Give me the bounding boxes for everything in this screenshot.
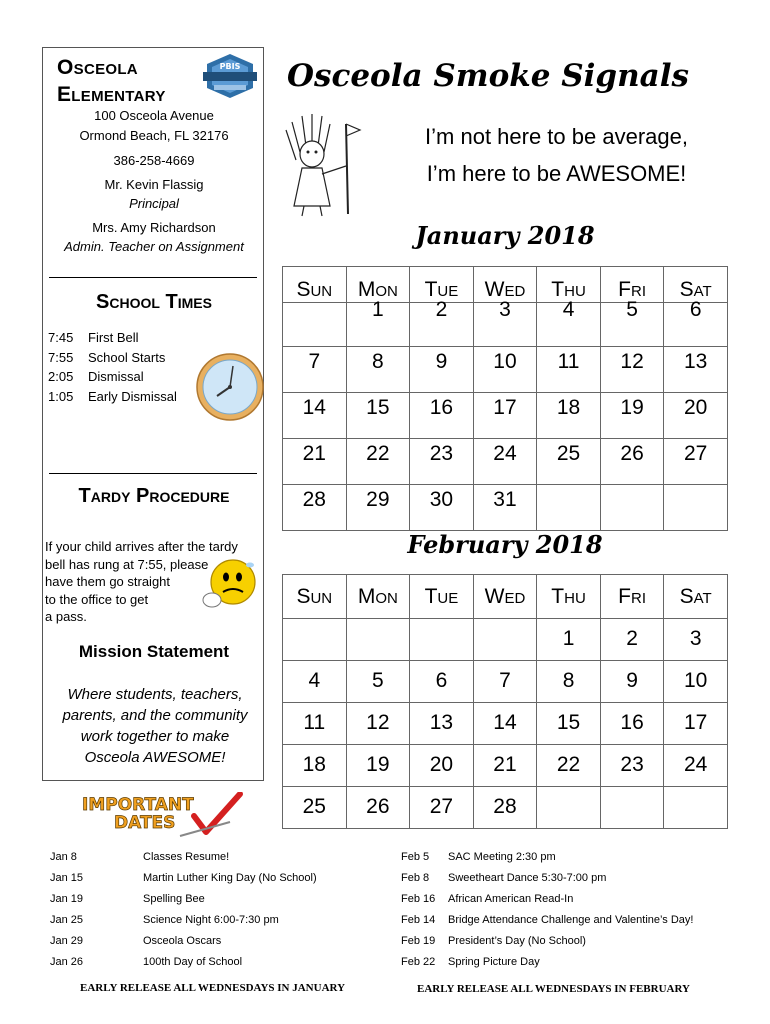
february-calendar xyxy=(282,574,728,829)
calendar-day-cell: 19 xyxy=(600,393,664,439)
calendar-day-cell: 4 xyxy=(283,661,347,703)
event-date: Feb 22 xyxy=(401,956,436,968)
calendar-day-cell: 25 xyxy=(537,439,601,485)
calendar-day-cell xyxy=(283,619,347,661)
weekday-sat: Sat xyxy=(664,267,728,303)
newsletter-title: Osceola Smoke Signals xyxy=(287,58,689,94)
tardy-procedure-heading: Tardy Procedure xyxy=(78,485,230,507)
calendar-week-row xyxy=(283,393,728,439)
event-description: SAC Meeting 2:30 pm xyxy=(448,851,556,863)
list-item xyxy=(401,851,693,870)
clock-icon xyxy=(195,352,265,422)
event-description: Science Night 6:00-7:30 pm xyxy=(143,914,279,926)
school-times-list xyxy=(46,327,179,407)
calendar-day-cell xyxy=(664,787,728,829)
sidebar xyxy=(42,47,264,781)
event-date: Jan 26 xyxy=(50,956,84,968)
calendar-week-row xyxy=(283,661,728,703)
february-weeks xyxy=(283,619,728,829)
event-description: Bridge Attendance Challenge and Valentine’s Day! xyxy=(448,914,694,926)
list-item xyxy=(50,851,317,870)
calendar-day-cell: 14 xyxy=(473,703,537,745)
calendar-day-cell: 30 xyxy=(410,485,474,531)
mission-statement-text: Where students, teachers, parents, and the community work together to make Osceola AWESOME! xyxy=(62,686,248,766)
calendar-week-row xyxy=(283,703,728,745)
list-item: 7:45 First Bell xyxy=(48,330,139,345)
event-description: Martin Luther King Day (No School) xyxy=(143,872,317,884)
event-date: Jan 15 xyxy=(50,872,84,884)
tardy-procedure-text: If your child arrives after the tardy bell has rung at 7:55, please have them go straight to the office to get a pass. xyxy=(45,539,238,624)
worried-smiley-icon xyxy=(201,556,259,614)
calendar-week-row xyxy=(283,745,728,787)
calendar-day-cell: 1 xyxy=(346,303,410,347)
event-date: Jan 29 xyxy=(50,935,84,947)
calendar-day-cell xyxy=(473,619,537,661)
list-item xyxy=(401,956,693,975)
january-calendar xyxy=(282,266,728,531)
calendar-day-cell: 20 xyxy=(664,393,728,439)
divider xyxy=(49,277,257,278)
logo-text-line-1: IMPORTANT xyxy=(82,795,194,815)
event-date: Jan 25 xyxy=(50,914,84,926)
event-date: Feb 19 xyxy=(401,935,436,947)
calendar-day-cell: 18 xyxy=(537,393,601,439)
event-description: Spring Picture Day xyxy=(448,956,540,968)
weekday-tue: Tue xyxy=(410,575,474,619)
calendar-day-cell: 23 xyxy=(600,745,664,787)
event-description: President’s Day (No School) xyxy=(448,935,586,947)
calendar-day-cell: 13 xyxy=(664,347,728,393)
weekday-sat: Sat xyxy=(664,575,728,619)
divider xyxy=(49,473,257,474)
weekday-header-row xyxy=(283,575,728,619)
list-item xyxy=(401,914,693,933)
calendar-day-cell: 12 xyxy=(600,347,664,393)
calendar-day-cell: 15 xyxy=(346,393,410,439)
calendar-day-cell: 28 xyxy=(473,787,537,829)
weekday-sun: Sun xyxy=(283,575,347,619)
calendar-day-cell: 25 xyxy=(283,787,347,829)
calendar-day-cell xyxy=(283,303,347,347)
calendar-day-cell: 2 xyxy=(410,303,474,347)
calendar-day-cell: 16 xyxy=(410,393,474,439)
list-item xyxy=(50,872,317,891)
weekday-thu: Thu xyxy=(537,267,601,303)
list-item xyxy=(401,893,693,912)
calendar-day-cell: 16 xyxy=(600,703,664,745)
calendar-day-cell: 22 xyxy=(346,439,410,485)
calendar-day-cell: 20 xyxy=(410,745,474,787)
event-description: Classes Resume! xyxy=(143,851,230,863)
event-date: Jan 8 xyxy=(50,851,77,863)
event-description: Osceola Oscars xyxy=(143,935,222,947)
event-date: Feb 5 xyxy=(401,851,430,863)
school-times-heading: School Times xyxy=(96,291,212,313)
calendar-day-cell: 18 xyxy=(283,745,347,787)
weekday-sun: Sun xyxy=(283,267,347,303)
calendar-day-cell: 4 xyxy=(537,303,601,347)
calendar-day-cell: 28 xyxy=(283,485,347,531)
list-item xyxy=(50,914,317,933)
weekday-wed: Wed xyxy=(473,267,537,303)
calendar-week-row xyxy=(283,787,728,829)
calendar-day-cell: 8 xyxy=(537,661,601,703)
calendar-day-cell: 9 xyxy=(600,661,664,703)
principal-name: Mr. Kevin Flassig xyxy=(104,177,204,192)
event-date: Feb 8 xyxy=(401,872,430,884)
weekday-fri: Fri xyxy=(600,575,664,619)
calendar-day-cell: 17 xyxy=(473,393,537,439)
event-date: Jan 19 xyxy=(50,893,84,905)
list-item xyxy=(401,872,693,891)
early-release-january: EARLY RELEASE ALL WEDNESDAYS IN JANUARY xyxy=(80,982,346,994)
calendar-day-cell: 27 xyxy=(664,439,728,485)
list-item: 2:05 Dismissal xyxy=(48,369,144,384)
calendar-day-cell: 3 xyxy=(664,619,728,661)
calendar-day-cell: 6 xyxy=(410,661,474,703)
calendar-day-cell: 13 xyxy=(410,703,474,745)
weekday-tue: Tue xyxy=(410,267,474,303)
list-item xyxy=(50,935,317,954)
calendar-day-cell: 7 xyxy=(283,347,347,393)
weekday-wed: Wed xyxy=(473,575,537,619)
list-item: 7:55 School Starts xyxy=(48,349,166,365)
pbis-badge-icon xyxy=(201,52,259,100)
calendar-day-cell: 11 xyxy=(537,347,601,393)
january-weeks xyxy=(283,298,728,531)
calendar-day-cell: 10 xyxy=(664,661,728,703)
calendar-day-cell xyxy=(346,619,410,661)
list-item xyxy=(50,956,317,975)
motto-line-1: I’m not here to be average, xyxy=(425,124,688,149)
logo-text-line-2: DATES xyxy=(114,813,176,833)
calendar-day-cell xyxy=(664,485,728,531)
motto-line-2: I’m here to be AWESOME! xyxy=(426,161,687,186)
event-description: Spelling Bee xyxy=(143,893,205,905)
list-item: 1:05 Early Dismissal xyxy=(48,388,177,404)
calendar-day-cell: 5 xyxy=(600,303,664,347)
calendar-day-cell: 26 xyxy=(600,439,664,485)
early-release-february: EARLY RELEASE ALL WEDNESDAYS IN FEBRUARY xyxy=(417,983,690,995)
january-important-dates xyxy=(48,849,319,977)
calendar-day-cell: 5 xyxy=(346,661,410,703)
calendar-day-cell xyxy=(600,787,664,829)
weekday-fri: Fri xyxy=(600,267,664,303)
weekday-thu: Thu xyxy=(537,575,601,619)
calendar-week-row xyxy=(283,303,728,347)
important-dates-logo xyxy=(80,792,246,840)
calendar-day-cell: 19 xyxy=(346,745,410,787)
calendar-day-cell: 24 xyxy=(664,745,728,787)
list-item xyxy=(401,935,693,954)
calendar-day-cell: 22 xyxy=(537,745,601,787)
calendar-day-cell: 15 xyxy=(537,703,601,745)
calendar-day-cell: 31 xyxy=(473,485,537,531)
calendar-day-cell: 1 xyxy=(537,619,601,661)
event-description: African American Read-In xyxy=(448,893,574,905)
calendar-week-row xyxy=(283,347,728,393)
calendar-day-cell: 9 xyxy=(410,347,474,393)
calendar-day-cell: 23 xyxy=(410,439,474,485)
mascot-icon xyxy=(282,110,364,218)
calendar-day-cell: 17 xyxy=(664,703,728,745)
calendar-day-cell: 3 xyxy=(473,303,537,347)
calendar-day-cell xyxy=(537,485,601,531)
calendar-day-cell: 24 xyxy=(473,439,537,485)
calendar-day-cell: 6 xyxy=(664,303,728,347)
weekday-mon: Mon xyxy=(346,575,410,619)
calendar-day-cell: 2 xyxy=(600,619,664,661)
calendar-day-cell xyxy=(537,787,601,829)
event-description: Sweetheart Dance 5:30-7:00 pm xyxy=(448,872,607,884)
calendar-day-cell: 21 xyxy=(473,745,537,787)
calendar-week-row xyxy=(283,439,728,485)
admin-name: Mrs. Amy Richardson xyxy=(92,220,216,235)
calendar-day-cell: 10 xyxy=(473,347,537,393)
calendar-day-cell xyxy=(600,485,664,531)
calendar-week-row xyxy=(283,619,728,661)
school-name: Osceola Elementary xyxy=(57,56,166,106)
phone-number: 386-258-4669 xyxy=(113,153,195,168)
principal-title: Principal xyxy=(129,196,179,211)
svg-text:PBIS: PBIS xyxy=(219,62,241,71)
address-line-1: 100 Osceola Avenue xyxy=(94,108,214,123)
calendar-week-row xyxy=(283,485,728,531)
calendar-day-cell: 26 xyxy=(346,787,410,829)
calendar-day-cell: 8 xyxy=(346,347,410,393)
event-date: Feb 14 xyxy=(401,914,436,926)
calendar-day-cell: 14 xyxy=(283,393,347,439)
admin-title: Admin. Teacher on Assignment xyxy=(64,239,244,254)
address-line-2: Ormond Beach, FL 32176 xyxy=(79,128,229,143)
february-important-dates xyxy=(399,849,695,977)
calendar-day-cell: 7 xyxy=(473,661,537,703)
calendar-day-cell: 21 xyxy=(283,439,347,485)
weekday-mon: Mon xyxy=(346,267,410,303)
event-description: 100th Day of School xyxy=(143,956,243,968)
calendar-day-cell: 11 xyxy=(283,703,347,745)
calendar-day-cell xyxy=(410,619,474,661)
february-calendar-title: February 2018 xyxy=(407,530,603,559)
calendar-day-cell: 12 xyxy=(346,703,410,745)
calendar-day-cell: 29 xyxy=(346,485,410,531)
mission-statement-heading: Mission Statement xyxy=(78,642,230,661)
january-calendar-title: January 2018 xyxy=(415,221,595,250)
list-item xyxy=(50,893,317,912)
calendar-day-cell: 27 xyxy=(410,787,474,829)
event-date: Feb 16 xyxy=(401,893,436,905)
